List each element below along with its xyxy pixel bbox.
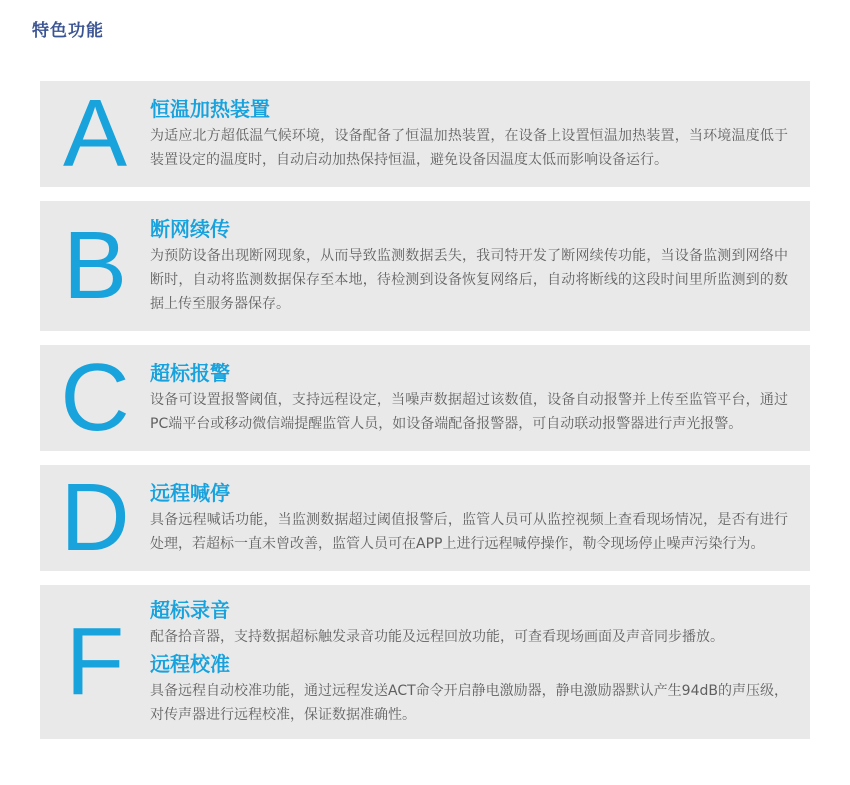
feature-title: 超标录音 xyxy=(150,598,230,622)
feature-letter-c: C xyxy=(60,344,130,451)
feature-card-a xyxy=(40,81,810,187)
page-title: 特色功能 xyxy=(32,21,104,41)
feature-description: 为适应北方超低温气候环境，设备配备了恒温加热装置，在设备上设置恒温加热装置，当环境温度低于装置设定的温度时，自动启动加热保持恒温，避免设备因温度太低而影响设备运行。 xyxy=(150,128,788,168)
feature-section xyxy=(150,216,788,316)
feature-section xyxy=(150,651,788,727)
feature-description: 配备拾音器，支持数据超标触发录音功能及远程回放功能，可查看现场画面及声音同步播放。 xyxy=(150,629,724,645)
feature-letter-column xyxy=(40,464,150,571)
feature-section xyxy=(150,480,788,556)
feature-letter-d: D xyxy=(60,464,130,571)
feature-letter-column xyxy=(40,212,150,319)
feature-description: 具备远程自动校准功能，通过远程发送ACT命令开启静电激励器，静电激励器默认产生94dB的声压级，对传声器进行远程校准，保证数据准确性。 xyxy=(150,683,788,723)
feature-description: 为预防设备出现断网现象，从而导致监测数据丢失，我司特开发了断网续传功能，当设备监测到网络中断时，自动将监测数据保存至本地，待检测到设备恢复网络后，自动将断线的这段时间里所监测到的数据上传至服务器保存。 xyxy=(150,248,788,312)
feature-letter-column xyxy=(40,80,150,187)
feature-section xyxy=(150,597,788,649)
feature-content xyxy=(150,81,810,187)
feature-letter-f: F xyxy=(65,608,125,715)
feature-card-list xyxy=(40,81,810,739)
feature-letter-b: B xyxy=(62,212,128,319)
feature-content xyxy=(150,585,810,739)
feature-title: 恒温加热装置 xyxy=(150,97,270,121)
feature-title: 超标报警 xyxy=(150,361,230,385)
feature-card-d xyxy=(40,465,810,571)
feature-title: 远程喊停 xyxy=(150,481,230,505)
feature-card-c xyxy=(40,345,810,451)
feature-letter-column xyxy=(40,608,150,715)
feature-section xyxy=(150,360,788,436)
feature-title: 断网续传 xyxy=(150,217,230,241)
feature-content xyxy=(150,465,810,571)
feature-section xyxy=(150,96,788,172)
feature-letter-column xyxy=(40,344,150,451)
feature-letter-a: A xyxy=(62,80,128,187)
feature-description: 具备远程喊话功能，当监测数据超过阈值报警后，监管人员可从监控视频上查看现场情况，是否有进行处理，若超标一直未曾改善，监管人员可在APP上进行远程喊停操作，勒令现场停止噪声污染行为。 xyxy=(150,512,788,552)
feature-content xyxy=(150,345,810,451)
feature-content xyxy=(150,201,810,331)
feature-card-f xyxy=(40,585,810,739)
feature-description: 设备可设置报警阈值，支持远程设定，当噪声数据超过该数值，设备自动报警并上传至监管平台，通过PC端平台或移动微信端提醒监管人员，如设备端配备报警器，可自动联动报警器进行声光报警。 xyxy=(150,392,788,432)
feature-card-b xyxy=(40,201,810,331)
feature-title: 远程校准 xyxy=(150,652,230,676)
